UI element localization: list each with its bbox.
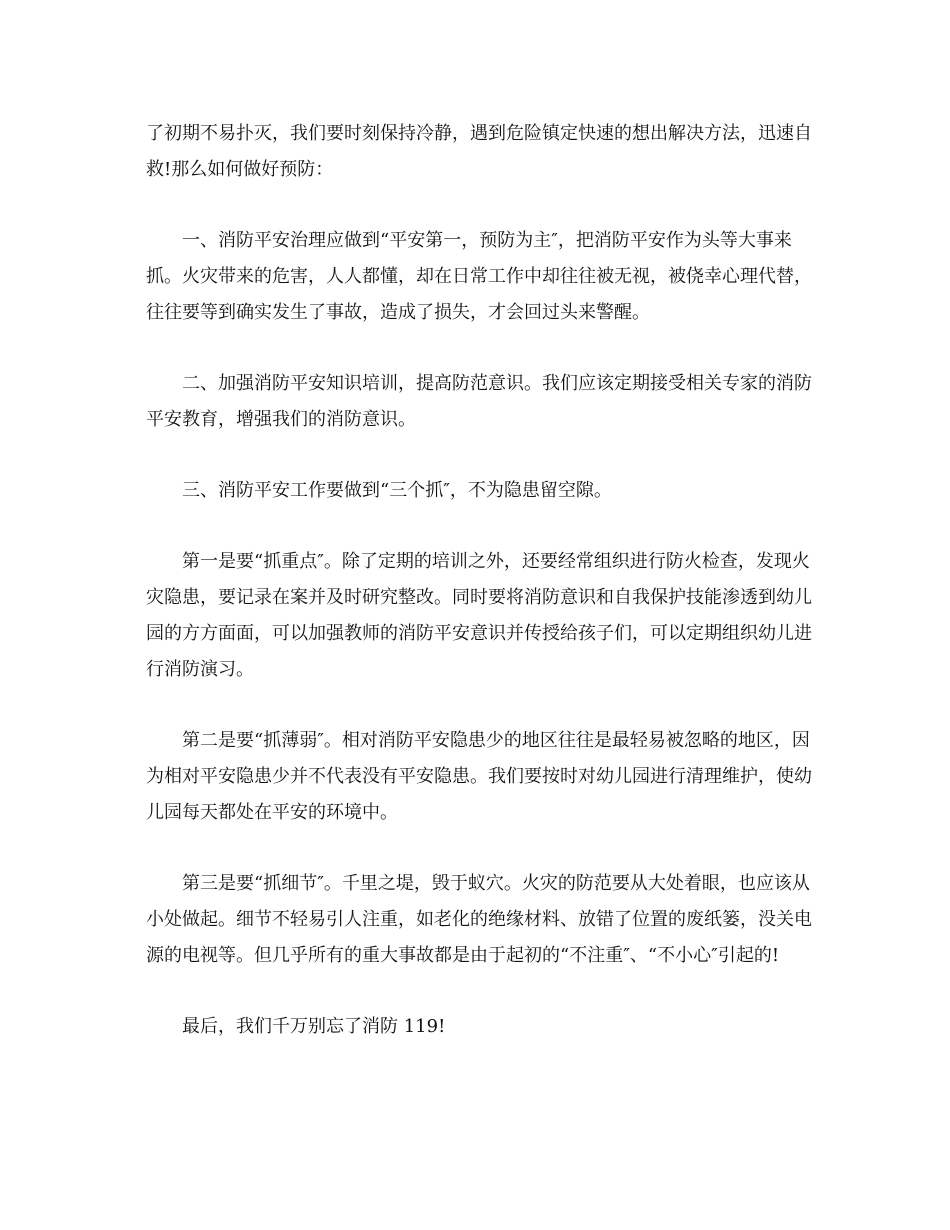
paragraph-closing: 最后，我们千万别忘了消防 119!	[182, 1016, 446, 1037]
paragraph-point-one: 一、消防平安治理应做到“平安第一，预防为主″，把消防平安作为头等大事来抓。火灾带来的危害，人人都懂，却在日常工作中却往往被无视，被侥幸心理代替，往往要等到确实发生了事故，造成了损失，才会回过头来警醒。	[146, 230, 812, 323]
paragraph-point-two: 二、加强消防平安知识培训，提高防范意识。我们应该定期接受相关专家的消防平安教育，增强我们的消防意识。	[146, 373, 812, 430]
paragraph-third-details: 第三是要“抓细节″。千里之堤，毁于蚁穴。火灾的防范要从大处着眼，也应该从小处做起。细节不轻易引人注重，如老化的绝缘材料、放错了位置的废纸篓，没关电源的电视等。但几乎所有的重大事故都是由于起初的“不注重″、“不小心″引起的!	[146, 873, 812, 966]
paragraph-first-focus: 第一是要“抓重点″。除了定期的培训之外，还要经常组织进行防火检查，发现火灾隐患，要记录在案并及时研究整改。同时要将消防意识和自我保护技能渗透到幼儿园的方方面面，可以加强教师的消防平安意识并传授给孩子们，可以定期组织幼儿进行消防演习。	[146, 551, 812, 680]
paragraph-point-three: 三、消防平安工作要做到“三个抓″，不为隐患留空隙。	[182, 480, 612, 501]
paragraph-second-weak-areas: 第二是要“抓薄弱″。相对消防平安隐患少的地区往往是最轻易被忽略的地区，因为相对平安隐患少并不代表没有平安隐患。我们要按时对幼儿园进行清理维护，使幼儿园每天都处在平安的环境中。	[146, 730, 812, 823]
paragraph-intro-continuation: 了初期不易扑灭，我们要时刻保持冷静，遇到危险镇定快速的想出解决方法，迅速自救!那么如何做好预防：	[146, 123, 812, 180]
document-body	[146, 116, 816, 1045]
